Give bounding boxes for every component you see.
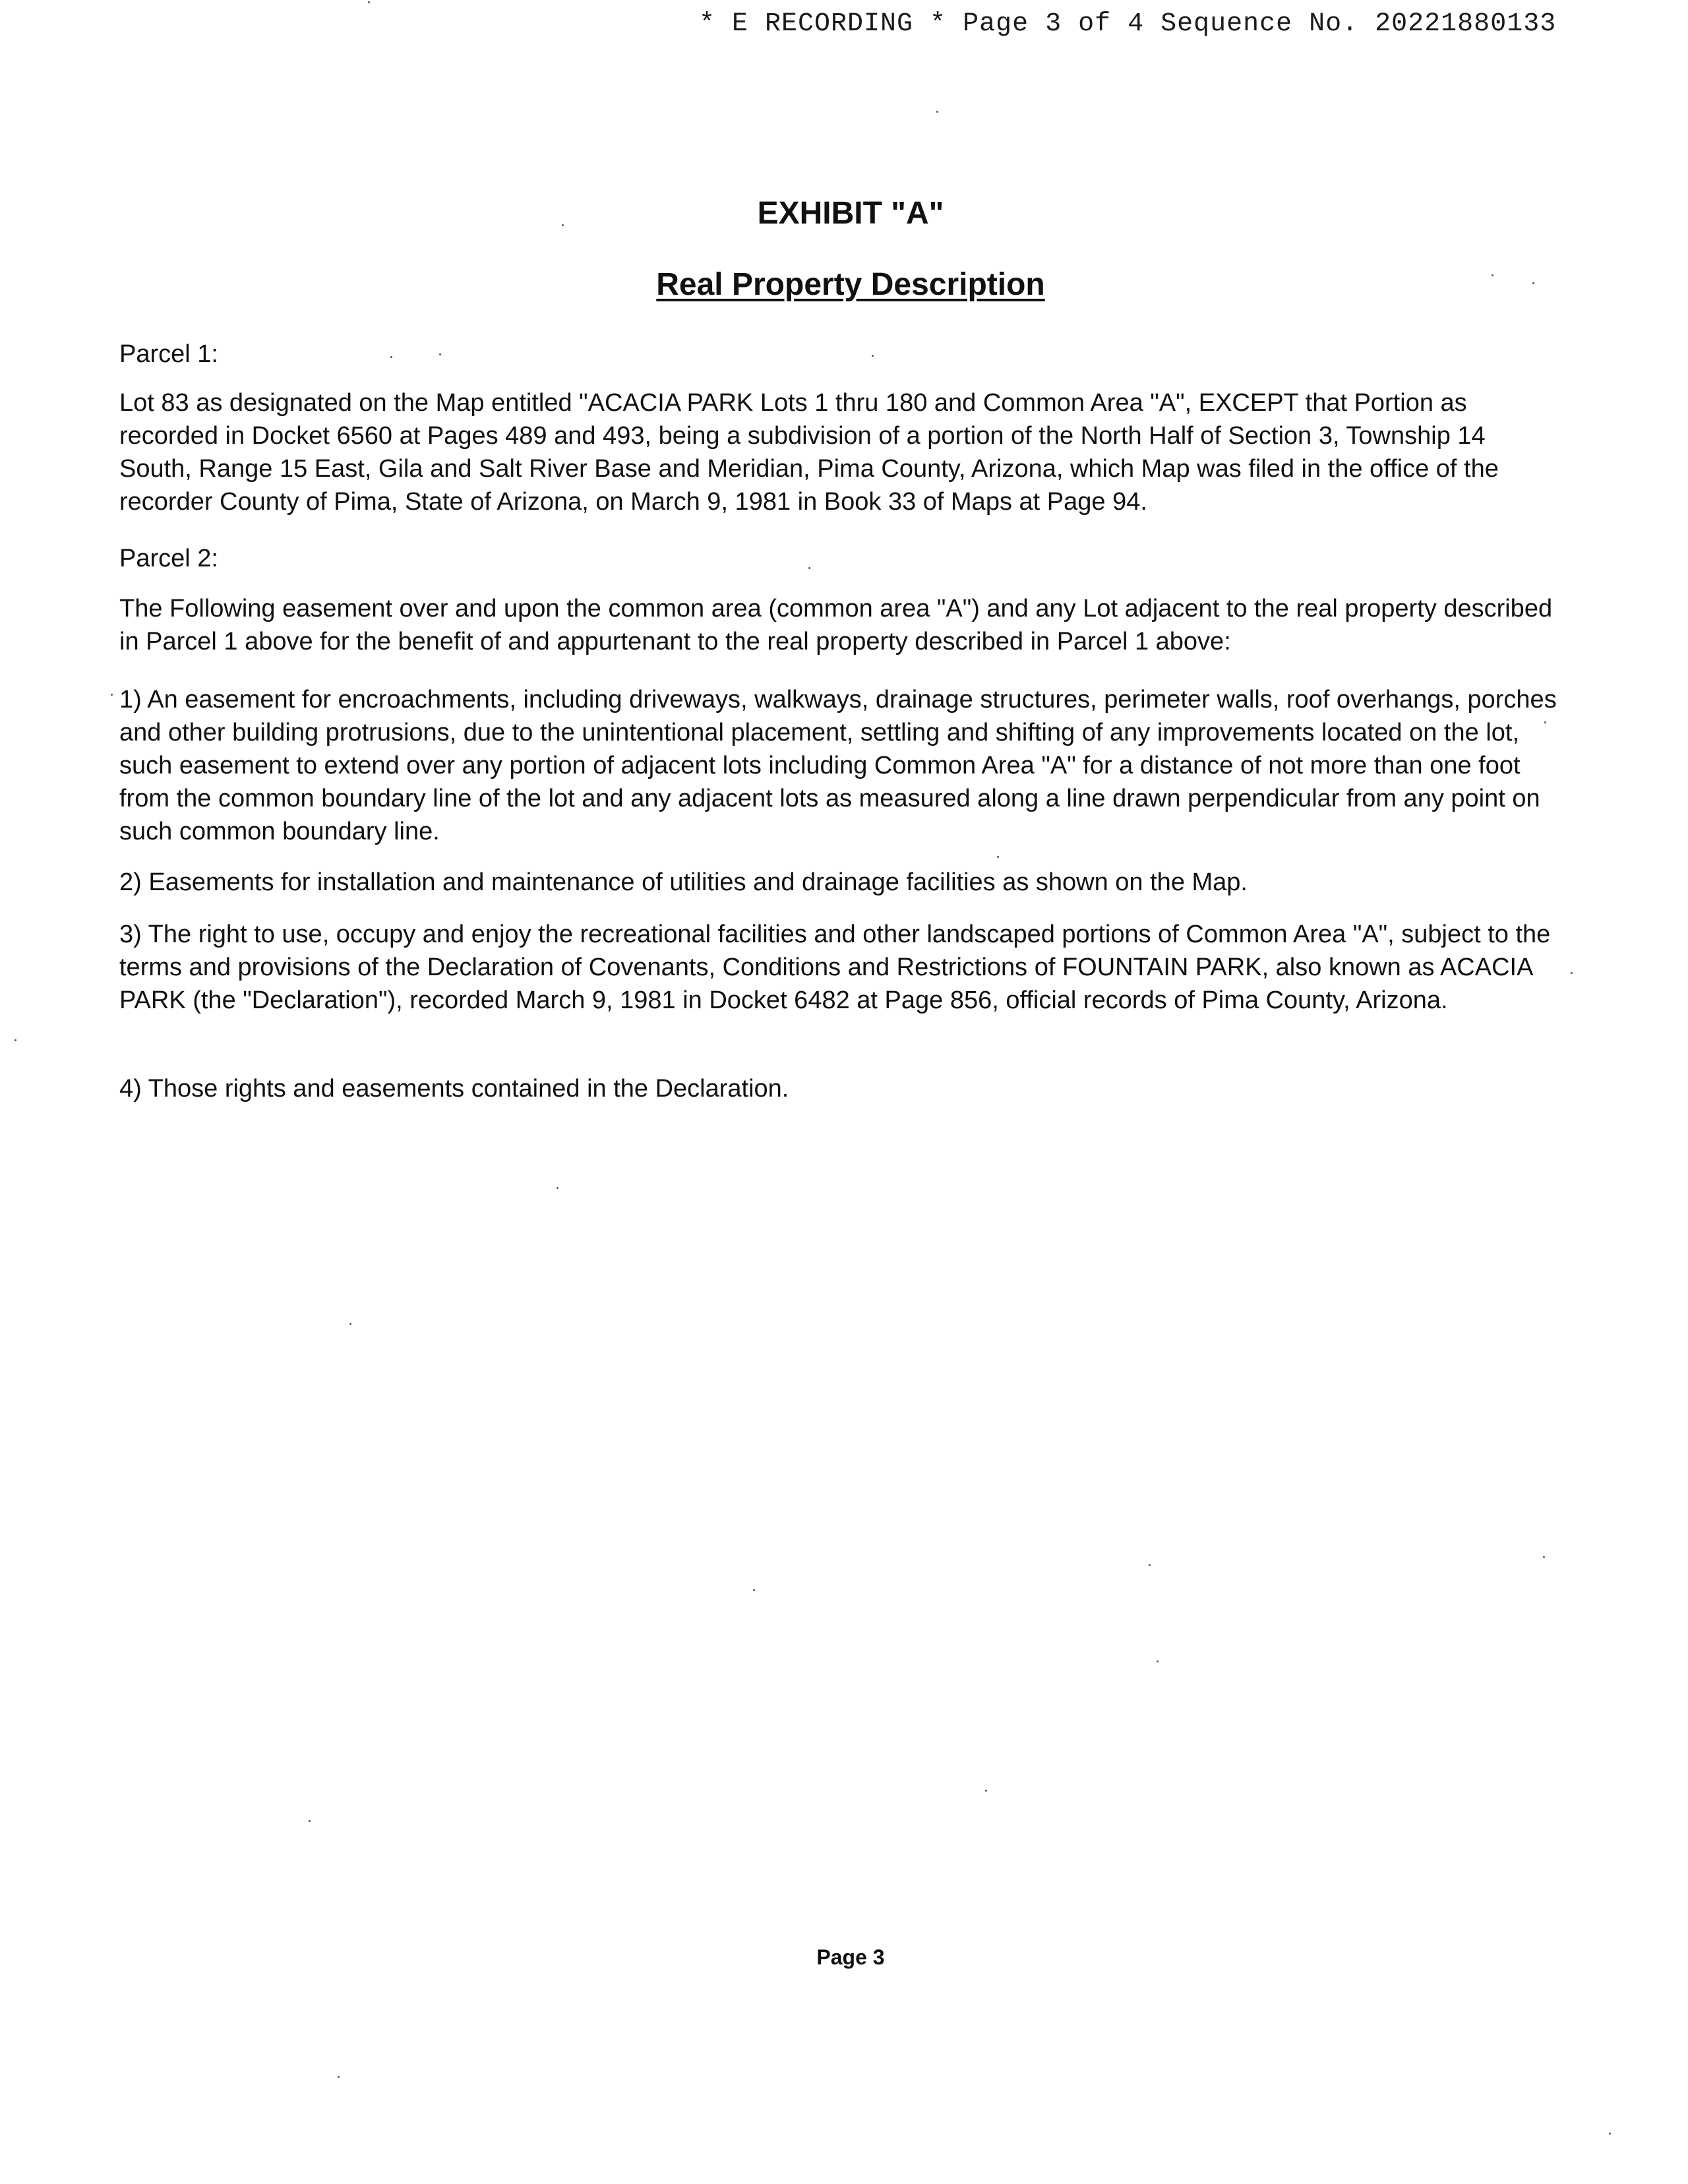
page-number-text: Page 3 (816, 1945, 885, 1969)
scan-speck (439, 353, 441, 355)
page-number (0, 1945, 1688, 1970)
scan-speck (557, 1187, 558, 1189)
exhibit-title (0, 195, 1688, 231)
easement-item-3: 3) The right to use, occupy and enjoy the recreational facilities and other landscaped portions of Common Area "A", subject to the terms and provisions of the Declaration of Covenants, Conditions and Restrictions of FOUNTAIN PARK, also known as ACACIA PARK (the "Declaration"), recorded March 9, 1981 in Docket 6482 at Page 856, official records of Pima County, Arizona. (119, 921, 1551, 1014)
scan-speck (15, 1039, 16, 1041)
scan-speck (349, 1323, 351, 1325)
exhibit-title-text: EXHIBIT "A" (757, 196, 944, 231)
easement-item-2: 2) Easements for installation and maintenance of utilities and drainage facilities as shown on the Map. (119, 868, 1248, 896)
scan-speck (1571, 972, 1573, 974)
scan-speck (1157, 1660, 1159, 1662)
property-description-heading-text: Real Property Description (656, 267, 1045, 302)
scan-speck (1609, 2133, 1611, 2135)
scan-speck (309, 1820, 311, 1822)
scan-speck (872, 355, 874, 357)
parcel-2-intro: The Following easement over and upon the common area (common area "A") and any Lot adjacent to the real property described in Parcel 1 above for the benefit of and appurtenant to the real property described in Parcel 1 above: (119, 595, 1553, 655)
scan-speck (808, 567, 810, 569)
easement-item-4: 4) Those rights and easements contained in the Declaration. (119, 1075, 789, 1103)
scan-speck (936, 111, 938, 113)
scan-speck (368, 1, 370, 3)
scan-speck (390, 356, 392, 358)
scan-speck (997, 856, 999, 858)
scan-speck (1492, 274, 1493, 276)
parcel-2-label: Parcel 2: (119, 545, 218, 572)
scan-speck (1532, 282, 1534, 284)
scan-speck (1149, 1564, 1151, 1566)
parcel-1-description: Lot 83 as designated on the Map entitled "ACACIA PARK Lots 1 thru 180 and Common Area "A", EXCEPT that Portion as recorded in Docket 6560 at Pages 489 and 493, being a subdivision of a portion of the North Half of Section 3, Township 14 South, Range 15 East, Gila and Salt River Base and Meridian, Pima County, Arizona, which Map was filed in the office of the recorder County of Pima, State of Arizona, on March 9, 1981 in Book 33 of Maps at Page 94. (119, 389, 1499, 516)
scan-speck (338, 2076, 340, 2078)
scan-speck (1543, 1556, 1545, 1558)
scan-speck (111, 694, 113, 696)
scan-speck (1544, 721, 1546, 723)
recording-header: * E RECORDING * Page 3 of 4 Sequence No. 20221880133 (699, 9, 1557, 39)
easement-item-1: 1) An easement for encroachments, including driveways, walkways, drainage structures, perimeter walls, roof overhangs, porches and other building protrusions, due to the unintentional placement, settling and shifting of any improvements located on the lot, such easement to extend over any portion of adjacent lots including Common Area "A" for a distance of not more than one foot from the common boundary line of the lot and any adjacent lots as measured along a line drawn perpendicular from any point on such common boundary line. (119, 686, 1557, 845)
property-description-heading (0, 266, 1688, 303)
scan-speck (985, 1790, 987, 1792)
parcel-1-label: Parcel 1: (119, 340, 218, 368)
scan-speck (753, 1589, 755, 1591)
scan-speck (562, 224, 564, 226)
